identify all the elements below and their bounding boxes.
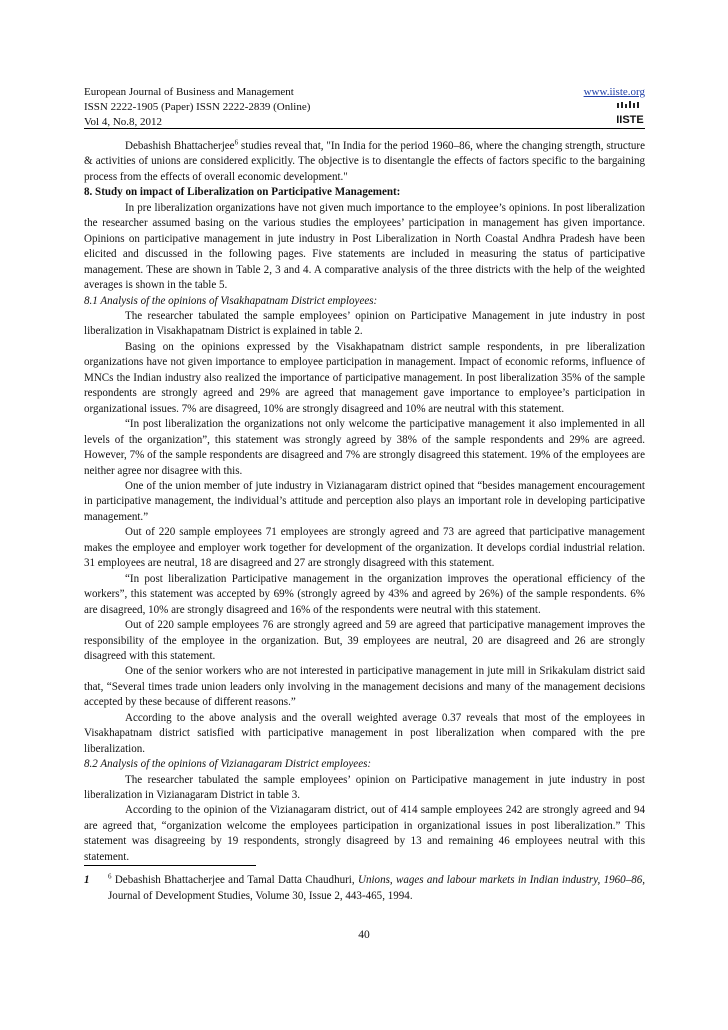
footnote bbox=[84, 872, 645, 904]
paragraph-text: Debashish Bhattacherjee bbox=[125, 140, 235, 152]
header-divider bbox=[84, 128, 645, 129]
paragraph: In pre liberalization organizations have not given much importance to the employee’s opinions. In post liberalization the researcher assumed basing on the various studies the employees’ participation in management has given importance. Opinions on participative management in jute industry in Post Liberalization in North Coastal Andhra Pradesh have been elicited and discussed in the following pages. Five statements are included in measuring the status of participative management. These are shown in Table 2, 3 and 4. A comparative analysis of the three districts with the help of the weighted averages is shown in the table 5. bbox=[84, 201, 645, 292]
svg-text:IISTE: IISTE bbox=[616, 114, 644, 126]
volume-line: Vol 4, No.8, 2012 bbox=[84, 116, 163, 128]
paragraph bbox=[84, 139, 645, 185]
section-heading: 8. Study on impact of Liberalization on Participative Management: bbox=[84, 186, 401, 199]
paragraph: One of the union member of jute industry in Vizianagaram district opined that “besides management encouragement in participative management, the individual’s attitude and perception also plays an important role in developing participative management.” bbox=[84, 479, 645, 523]
running-header bbox=[84, 85, 645, 130]
paragraph: “In post liberalization Participative management in the organization improves the operational efficiency of the workers”, this statement was accepted by 69% (strongly agreed by 43% and agreed by 26%) of the sample respondents. 6% are disagreed, 10% are strongly disagreed and 16% of the respondents were neutral with this statement. bbox=[84, 572, 645, 616]
paragraph: The researcher tabulated the sample employees’ opinion on Participative Management in jute industry in post liberalization in Visakhapatnam District is explained in table 2. bbox=[84, 309, 645, 338]
paragraph: One of the senior workers who are not interested in participative management in jute mill in Srikakulam district said that, “Several times trade union leaders only involving in the management decisions and many of the management decisions accepted by these because of different reasons.” bbox=[84, 665, 645, 709]
issn-line: ISSN 2222-1905 (Paper) ISSN 2222-2839 (Online) bbox=[84, 101, 311, 113]
paragraph: Out of 220 sample employees 76 are strongly agreed and 59 are agreed that participative management improves the responsibility of the employee in the organization. But, 39 employees are neutral, 20 are disagreed and 26 are strongly disagreed with this statement. bbox=[84, 619, 645, 662]
journal-title: European Journal of Business and Management bbox=[84, 86, 294, 98]
page-number: 40 bbox=[358, 929, 370, 941]
paragraph: Basing on the opinions expressed by the Visakhapatnam district sample respondents, in pre liberalization organizations have not given importance to employee participation in management. Impact of economic reforms, influence of MNCs the Indian industry also realized the importance of participative management. In post liberalization 35% of the sample respondents are strongly agreed and 29% are agreed that management gave importance to employee’s participation in organizational issues. 7% are disagreed, 10% are strongly disagreed and 10% are neutral with this statement. bbox=[84, 340, 645, 415]
subsection-heading: 8.2 Analysis of the opinions of Vizianagaram District employees: bbox=[84, 758, 372, 771]
footnote-marker: 6 bbox=[108, 872, 112, 881]
paragraph: Out of 220 sample employees 71 employees are strongly agreed and 73 are agreed that participative management makes the employee and employer work together for development of the organization. It develops cordial industrial relation. 31 employees are neutral, 18 are disagreed and 27 are strongly disagreed with this statement. bbox=[84, 526, 645, 570]
paragraph: The researcher tabulated the sample employees’ opinion on Participative management in jute industry in post liberalization in Vizianagaram District in table 3. bbox=[84, 773, 645, 802]
paragraph-text: studies reveal that, "In India for the period 1960–86, where the changing strength, structure & activities of unions are considered explicitly. The objective is to disentangle the effects of factors specific to the bargaining process from the effects of overall economic development." bbox=[84, 140, 645, 183]
paragraph: “In post liberalization the organizations not only welcome the participative management it also implemented in all levels of the organization”, this statement was strongly agreed by 38% of the sample respondents and 29% are agreed. However, 7% of the sample respondents are disagreed and 7% are strongly disagreed this statement. 19% of the employees are neither agree nor disagree with this. bbox=[84, 418, 645, 477]
iiste-logo-icon bbox=[613, 101, 647, 127]
footnote-authors: Debashish Bhattacherjee and Tamal Datta Chaudhuri, bbox=[111, 874, 358, 886]
footnote-text bbox=[108, 872, 645, 904]
paragraph: According to the above analysis and the overall weighted average 0.37 reveals that most of the employees in Visakhapatnam district satisfied with participative management in post liberalization when compared with the pre liberalization. bbox=[84, 711, 645, 755]
footnote-reference[interactable]: 6 bbox=[234, 138, 239, 147]
article-body bbox=[84, 139, 645, 865]
paragraph: According to the opinion of the Vizianagaram district, out of 414 sample employees 242 are strongly agreed and 94 are agreed that, “organization welcome the employees participation in organizational issues in post liberalization.” This statement was disagreeing by 19 respondents, strongly disagreed by 13 and remaining 46 employees neutral with this statement. bbox=[84, 804, 645, 863]
journal-url-link[interactable]: www.iiste.org bbox=[583, 86, 645, 98]
footnote-number: 1 bbox=[84, 874, 90, 886]
footnote-source: Journal of Development Studies, Volume 30, Issue 2, 443-465, 1994. bbox=[108, 890, 413, 902]
subsection-heading: 8.1 Analysis of the opinions of Visakhapatnam District employees: bbox=[84, 294, 378, 307]
footnote-divider bbox=[84, 865, 256, 866]
footnote-title: Unions, wages and labour markets in Indian industry, 1960–86, bbox=[357, 874, 646, 886]
